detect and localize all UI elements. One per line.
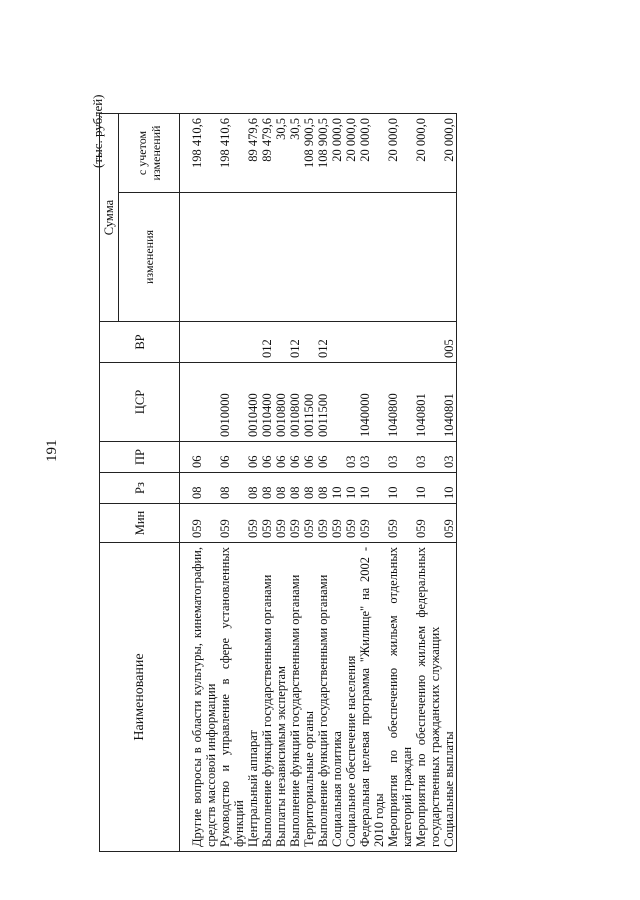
row-total: 20 000,0 [330, 114, 344, 193]
row-pr: 03 [386, 442, 414, 473]
table-row [414, 114, 442, 852]
row-rz: 08 [260, 473, 274, 504]
row-change [358, 193, 386, 322]
row-min: 059 [274, 504, 288, 543]
row-vr: 012 [288, 322, 302, 363]
row-change [442, 193, 457, 322]
table-row [302, 114, 316, 852]
row-name: Центральный аппарат [246, 543, 260, 852]
row-rz: 10 [442, 473, 457, 504]
row-min: 059 [246, 504, 260, 543]
row-csr: 0011500 [302, 363, 316, 442]
row-pr: 06 [316, 442, 330, 473]
row-total: 20 000,0 [414, 114, 442, 193]
row-total: 198 410,6 [218, 114, 246, 193]
row-name: Выполнение функций государственными органами [316, 543, 330, 852]
row-csr [330, 363, 344, 442]
table-row [330, 114, 344, 852]
row-csr: 1040801 [414, 363, 442, 442]
row-rz: 10 [358, 473, 386, 504]
row-total: 20 000,0 [442, 114, 457, 193]
header-vr: ВР [100, 322, 180, 363]
row-vr [414, 322, 442, 363]
row-min: 059 [260, 504, 274, 543]
row-change [316, 193, 330, 322]
row-pr: 06 [302, 442, 316, 473]
row-name: Другие вопросы в области культуры, кинематографии, средств массовой информации [190, 543, 218, 852]
units-label: (тыс. рублей) [90, 94, 105, 168]
row-vr: 005 [442, 322, 457, 363]
table-row [344, 114, 358, 852]
row-change [302, 193, 316, 322]
row-name: Выполнение функций государственными органами [288, 543, 302, 852]
row-change [246, 193, 260, 322]
row-vr [218, 322, 246, 363]
row-name: Мероприятия по обеспечению жильем отдельных категорий граждан [386, 543, 414, 852]
row-min: 059 [344, 504, 358, 543]
row-total: 30,5 [288, 114, 302, 193]
row-csr: 0011500 [316, 363, 330, 442]
row-csr: 1040800 [386, 363, 414, 442]
row-name: Мероприятия по обеспечению жильем федеральных государственных гражданских служащих [414, 543, 442, 852]
row-vr: 012 [260, 322, 274, 363]
row-min: 059 [288, 504, 302, 543]
row-min: 059 [218, 504, 246, 543]
spacer-row [180, 114, 191, 852]
row-rz: 10 [386, 473, 414, 504]
row-total: 198 410,6 [190, 114, 218, 193]
row-rz: 08 [302, 473, 316, 504]
row-total: 20 000,0 [344, 114, 358, 193]
row-name: Федеральная целевая программа "Жилище" на 2002 - 2010 годы [358, 543, 386, 852]
row-pr: 03 [344, 442, 358, 473]
row-min: 059 [316, 504, 330, 543]
row-pr: 03 [442, 442, 457, 473]
row-change [288, 193, 302, 322]
header-rz: Рз [100, 473, 180, 504]
row-total: 20 000,0 [386, 114, 414, 193]
header-pr: ПР [100, 442, 180, 473]
table-row [288, 114, 302, 852]
row-rz: 08 [190, 473, 218, 504]
row-csr: 0010400 [260, 363, 274, 442]
row-rz: 08 [246, 473, 260, 504]
row-vr [302, 322, 316, 363]
budget-table [99, 113, 457, 852]
row-pr: 06 [246, 442, 260, 473]
row-rz: 10 [414, 473, 442, 504]
row-name: Социальная политика [330, 543, 344, 852]
table-row [386, 114, 414, 852]
row-rz: 08 [288, 473, 302, 504]
row-name: Социальные выплаты [442, 543, 457, 852]
row-min: 059 [442, 504, 457, 543]
row-csr: 0010400 [246, 363, 260, 442]
row-rz: 08 [274, 473, 288, 504]
row-name: Территориальные органы [302, 543, 316, 852]
row-total: 89 479,6 [246, 114, 260, 193]
row-pr: 06 [190, 442, 218, 473]
row-change [260, 193, 274, 322]
row-name: Выплаты независимым экспертам [274, 543, 288, 852]
header-name: Наименование [100, 543, 180, 852]
row-vr [274, 322, 288, 363]
row-vr [344, 322, 358, 363]
row-total: 20 000,0 [358, 114, 386, 193]
table-row [190, 114, 218, 852]
table-row [442, 114, 457, 852]
row-total: 30,5 [274, 114, 288, 193]
row-change [190, 193, 218, 322]
row-change [274, 193, 288, 322]
header-csr: ЦСР [100, 363, 180, 442]
row-vr: 012 [316, 322, 330, 363]
row-csr: 1040000 [358, 363, 386, 442]
row-pr: 03 [358, 442, 386, 473]
row-pr: 03 [414, 442, 442, 473]
row-csr: 0010800 [288, 363, 302, 442]
row-min: 059 [330, 504, 344, 543]
table-row [246, 114, 260, 852]
row-rz: 10 [330, 473, 344, 504]
row-vr [246, 322, 260, 363]
page-number: 191 [44, 439, 60, 462]
header-change: изменения [119, 193, 180, 322]
row-change [414, 193, 442, 322]
header-sum: Сумма [100, 114, 119, 322]
row-pr: 06 [274, 442, 288, 473]
row-min: 059 [190, 504, 218, 543]
row-min: 059 [358, 504, 386, 543]
row-csr [190, 363, 218, 442]
row-total: 108 900,5 [316, 114, 330, 193]
row-rz: 08 [218, 473, 246, 504]
table-row [218, 114, 246, 852]
row-min: 059 [414, 504, 442, 543]
row-total: 89 479,6 [260, 114, 274, 193]
row-csr: 1040801 [442, 363, 457, 442]
table-row [316, 114, 330, 852]
row-change [386, 193, 414, 322]
row-pr [330, 442, 344, 473]
row-min: 059 [386, 504, 414, 543]
row-total: 108 900,5 [302, 114, 316, 193]
row-csr: 0010000 [218, 363, 246, 442]
row-change [330, 193, 344, 322]
row-name: Руководство и управление в сфере установленных функций [218, 543, 246, 852]
row-vr [330, 322, 344, 363]
row-pr: 06 [288, 442, 302, 473]
row-change [218, 193, 246, 322]
table-row [358, 114, 386, 852]
table-row [260, 114, 274, 852]
row-csr: 0010800 [274, 363, 288, 442]
row-name: Социальное обеспечение населения [344, 543, 358, 852]
row-csr [344, 363, 358, 442]
header-with-change: с учетом изменений [119, 114, 180, 193]
header-min: Мин [100, 504, 180, 543]
table-body [180, 114, 457, 852]
row-vr [190, 322, 218, 363]
row-vr [386, 322, 414, 363]
row-vr [358, 322, 386, 363]
row-min: 059 [302, 504, 316, 543]
row-pr: 06 [260, 442, 274, 473]
row-rz: 08 [316, 473, 330, 504]
table-row [274, 114, 288, 852]
row-name: Выполнение функций государственными органами [260, 543, 274, 852]
row-rz: 10 [344, 473, 358, 504]
row-pr: 06 [218, 442, 246, 473]
row-change [344, 193, 358, 322]
